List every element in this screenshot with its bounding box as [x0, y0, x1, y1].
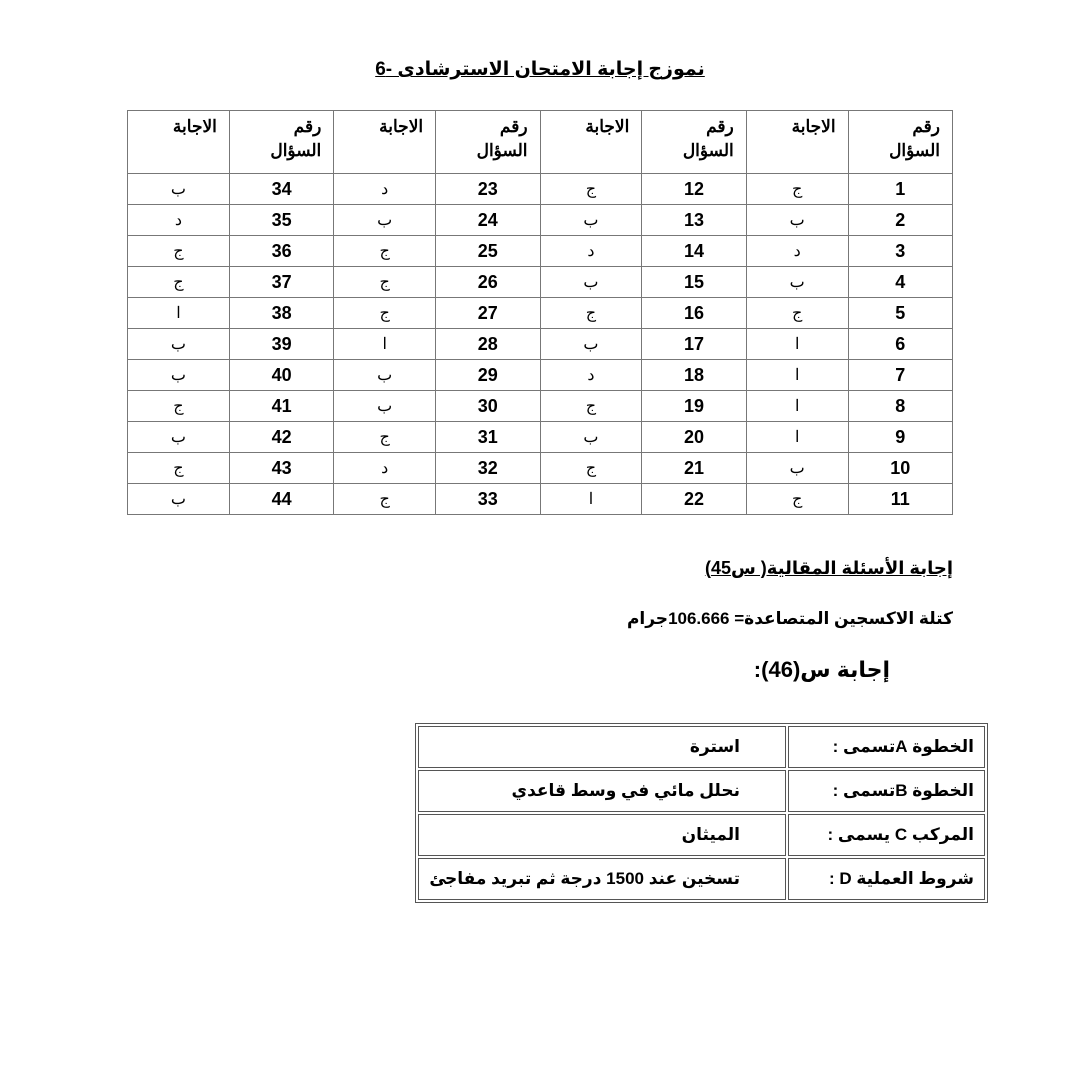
header-number-line-1: رقم [499, 117, 528, 136]
answer-choice: ا [746, 329, 848, 360]
header-question-number [642, 111, 746, 174]
answer-choice: ج [128, 236, 230, 267]
step-row [418, 726, 985, 768]
question-number: 24 [436, 205, 540, 236]
question-number: 30 [436, 391, 540, 422]
answer-choice: ب [334, 205, 436, 236]
question-number: 28 [436, 329, 540, 360]
answer-choice: د [334, 174, 436, 205]
table-row [128, 298, 953, 329]
question-number: 40 [229, 360, 333, 391]
answer-choice: د [128, 205, 230, 236]
answer-choice: ج [540, 391, 642, 422]
header-number-line-1: رقم [293, 117, 322, 136]
step-row [418, 858, 985, 900]
question-number: 37 [229, 267, 333, 298]
answer-choice: ج [128, 391, 230, 422]
answer-choice: د [334, 453, 436, 484]
answer-choice: ب [746, 205, 848, 236]
question-number: 13 [642, 205, 746, 236]
question-number: 8 [848, 391, 952, 422]
answer-choice: د [540, 236, 642, 267]
question-number: 35 [229, 205, 333, 236]
header-answer: الاجابة [540, 111, 642, 174]
table-row [128, 360, 953, 391]
header-answer: الاجابة [128, 111, 230, 174]
header-answer: الاجابة [334, 111, 436, 174]
answer-choice: ج [746, 484, 848, 515]
question-number: 18 [642, 360, 746, 391]
question-number: 16 [642, 298, 746, 329]
question-number: 31 [436, 422, 540, 453]
step-value: تسخين عند 1500 درجة ثم تبريد مفاجئ [418, 858, 786, 900]
answer-choice: ج [334, 298, 436, 329]
answer-choice: ج [128, 267, 230, 298]
question-number: 39 [229, 329, 333, 360]
answer-choice: ب [746, 267, 848, 298]
answer-choice: ج [334, 484, 436, 515]
question-number: 25 [436, 236, 540, 267]
question-number: 7 [848, 360, 952, 391]
question-number: 29 [436, 360, 540, 391]
question-number: 12 [642, 174, 746, 205]
answer-choice: ج [334, 267, 436, 298]
answer-choice: ج [746, 174, 848, 205]
step-value: نحلل مائي في وسط قاعدي [418, 770, 786, 812]
question-number: 43 [229, 453, 333, 484]
question-number: 41 [229, 391, 333, 422]
answer-choice: ب [128, 174, 230, 205]
question-number: 2 [848, 205, 952, 236]
page-title: نموزج إجابة الامتحان الاسترشادى -6 [375, 59, 705, 80]
table-row [128, 391, 953, 422]
header-question-number [436, 111, 540, 174]
answer-choice: ب [128, 422, 230, 453]
step-label: المركب C يسمى : [788, 814, 985, 856]
answer-choice: ج [128, 453, 230, 484]
step-row [418, 814, 985, 856]
header-number-line-1: رقم [912, 117, 940, 136]
question-number: 9 [848, 422, 952, 453]
table-row [128, 174, 953, 205]
answer-choice: ب [334, 391, 436, 422]
answer-choice: ج [334, 422, 436, 453]
answer-choice: ج [540, 298, 642, 329]
answer-choice: ا [540, 484, 642, 515]
table-row [128, 422, 953, 453]
question-number: 27 [436, 298, 540, 329]
question-number: 42 [229, 422, 333, 453]
answer-choice: ب [540, 422, 642, 453]
answer-choice: ب [746, 453, 848, 484]
answer-choice: ا [746, 391, 848, 422]
answer-table [127, 110, 953, 515]
question-number: 44 [229, 484, 333, 515]
answer-choice: ب [128, 329, 230, 360]
step-value: الميثان [418, 814, 786, 856]
question-number: 26 [436, 267, 540, 298]
step-label: الخطوة Aتسمى : [788, 726, 985, 768]
answer-choice: ج [334, 236, 436, 267]
step-label: الخطوة Bتسمى : [788, 770, 985, 812]
answer-table-header [128, 111, 953, 174]
question-number: 10 [848, 453, 952, 484]
header-number-line-2: السؤال [682, 141, 734, 160]
table-row [128, 484, 953, 515]
header-number-line-2: السؤال [476, 141, 528, 160]
question-number: 1 [848, 174, 952, 205]
question-number: 4 [848, 267, 952, 298]
answer-choice: ب [128, 360, 230, 391]
table-row [128, 329, 953, 360]
table-row [128, 205, 953, 236]
question-number: 36 [229, 236, 333, 267]
answer-choice: ب [128, 484, 230, 515]
header-number-line-1: رقم [706, 117, 734, 136]
answer-choice: د [540, 360, 642, 391]
question-number: 20 [642, 422, 746, 453]
question-number: 23 [436, 174, 540, 205]
answer-choice: ا [746, 360, 848, 391]
question-number: 38 [229, 298, 333, 329]
table-row [128, 236, 953, 267]
step-row [418, 770, 985, 812]
question-number: 19 [642, 391, 746, 422]
q46-steps-table [415, 723, 988, 903]
answer-choice: ب [334, 360, 436, 391]
answer-choice: ج [540, 174, 642, 205]
essay-heading: إجابة الأسئلة المقالية( س45) [704, 558, 953, 578]
question-number: 21 [642, 453, 746, 484]
question-number: 11 [848, 484, 952, 515]
table-row [128, 453, 953, 484]
q46-heading: إجابة س(46): [753, 657, 890, 682]
answer-choice: ا [334, 329, 436, 360]
question-number: 15 [642, 267, 746, 298]
step-value: استرة [418, 726, 786, 768]
question-number: 22 [642, 484, 746, 515]
answer-choice: ب [540, 267, 642, 298]
header-number-line-2: السؤال [270, 141, 322, 160]
oxygen-mass-answer: كتلة الاكسجين المتصاعدة= 106.666جرام [626, 609, 953, 628]
answer-choice: ا [746, 422, 848, 453]
step-label: شروط العملية D : [788, 858, 985, 900]
answer-choice: ج [540, 453, 642, 484]
answer-choice: ب [540, 329, 642, 360]
answer-choice: ب [540, 205, 642, 236]
header-number-line-2: السؤال [889, 141, 940, 160]
header-answer: الاجابة [746, 111, 848, 174]
table-row [128, 267, 953, 298]
question-number: 14 [642, 236, 746, 267]
header-question-number [229, 111, 333, 174]
answer-choice: د [746, 236, 848, 267]
answer-choice: ا [128, 298, 230, 329]
answer-choice: ج [746, 298, 848, 329]
question-number: 32 [436, 453, 540, 484]
question-number: 34 [229, 174, 333, 205]
question-number: 5 [848, 298, 952, 329]
question-number: 6 [848, 329, 952, 360]
question-number: 17 [642, 329, 746, 360]
question-number: 33 [436, 484, 540, 515]
question-number: 3 [848, 236, 952, 267]
header-question-number [848, 111, 952, 174]
